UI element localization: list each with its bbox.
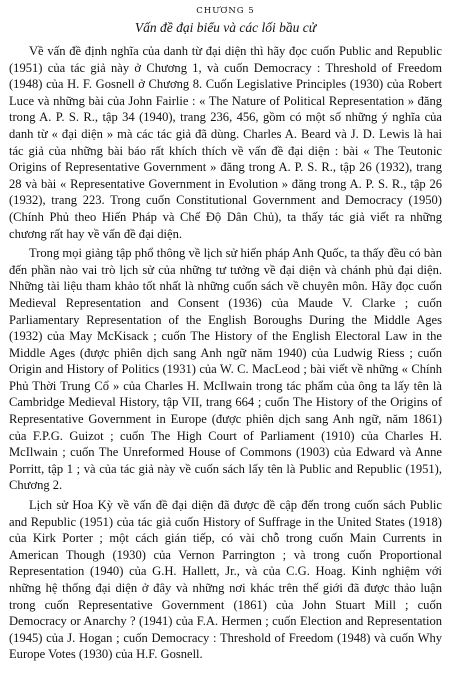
paragraph-2: Trong mọi giảng tập phổ thông về lịch sử hiến pháp Anh Quốc, ta thấy đều có bàn đến phần nào vai trò lịch sử của những tư tưởng về đại diện và chánh phủ đại diện. Những tài liệu tham khảo tốt nhất là những cuốn sách về chuyên môn. Hãy đọc cuốn Medieval Representation and Consent (1936) của Maude V. Clarke ; cuốn Parliamentary Representation of the English Boroughs During the Middle Ages (1932) của May McKisack ; cuốn The History of the English Electoral Law in the Middle Ages (được phiên dịch sang Anh ngữ năm 1940) của Ludwig Riess ; cuốn Origin and History of Politics (1931) của W. C. MacLeod ; bài viết về những « Chính Phủ Thời Trung Cổ » của Charles H. McIlwain trong tác phẩm của ông ta lấy tên là Cambridge Medieval History, tập VII, trang 664 ; cuốn The History of the Origins of Representative Government in Europe (được phiên dịch sang Anh ngữ, năm 1861) của F.P.G. Guizot ; cuốn The High Court of Parliament (1910) của Charles H. McIlwain ; cuốn The Unreformed House of Commons (1903) của Edward và Anne Porritt, tập 1 ; và của tác giả này về cuốn sách lấy tên là Public and Republic (1951), Chương 2.: [9, 246, 442, 493]
chapter-heading: CHƯƠNG 5: [196, 6, 255, 16]
section-title: Vấn đề đại biểu và các lối bầu cử: [134, 20, 317, 35]
paragraph-3: Lịch sử Hoa Kỳ về vấn đề đại diện đã được đề cập đến trong cuốn sách Public and Republic (1951) của tác giả cuốn History of Suffrage in the United States (1918) của Kirk Porter ; một cách gián tiếp, có vài chỗ trong cuốn Main Currents in American Though (1930) của Vernon Parrington ; và trong cuốn Proportional Representation (1940) của G.H. Hallett, Jr., và của C.G. Hoag. Kinh nghiệm với những hệ thống đại diện ở đây và những nơi khác trên thế giới đã được thảo luận trong cuốn Representative Government (1861) của John Stuart Mill ; cuốn Democracy or Anarchy ? (1941) của F.A. Hermen ; cuốn Election and Representation (1945) của J. Hogan ; cuốn Democracy : Threshold of Freedom (1948) và cuốn Why Europe Votes (1930) của H.F. Gosnell.: [9, 498, 442, 662]
paragraph-1: Về vấn đề định nghĩa của danh từ đại diện thì hãy đọc cuốn Public and Republic (1951) của tác giả này ở Chương 1, và cuốn Democracy : Threshold of Freedom (1948) của H. F. Gosnell ở Chương 8. Cuốn Legislative Principles (1930) của Robert Luce và những bài của John Fairlie : « The Nature of Political Representation » đăng trong A. P. S. R., tập 34 (1940), trang 236, 456, gồm có một số những ý nghĩa của danh từ « đại diện » mà các tác giả đã dùng. Charles A. Beard và J. D. Lewis là hai tác giả của những bài báo rất khích thích về vấn đề đại diện : bài « The Teutonic Origins of Representative Government » đăng trong A. P. S. R., tập 26 (1932), trang 28 và bài « Representative Government in Evolution » đăng trong A. P. S. R., tập 26 (1932), trang 223. Trong cuốn Constitutional Government and Democracy (1950) (Chính Phủ theo Hiến Pháp và Chế Độ Dân Chủ), ta thấy tác giả viết ra những chương rất hay về vấn đề đại diện.: [9, 44, 442, 241]
